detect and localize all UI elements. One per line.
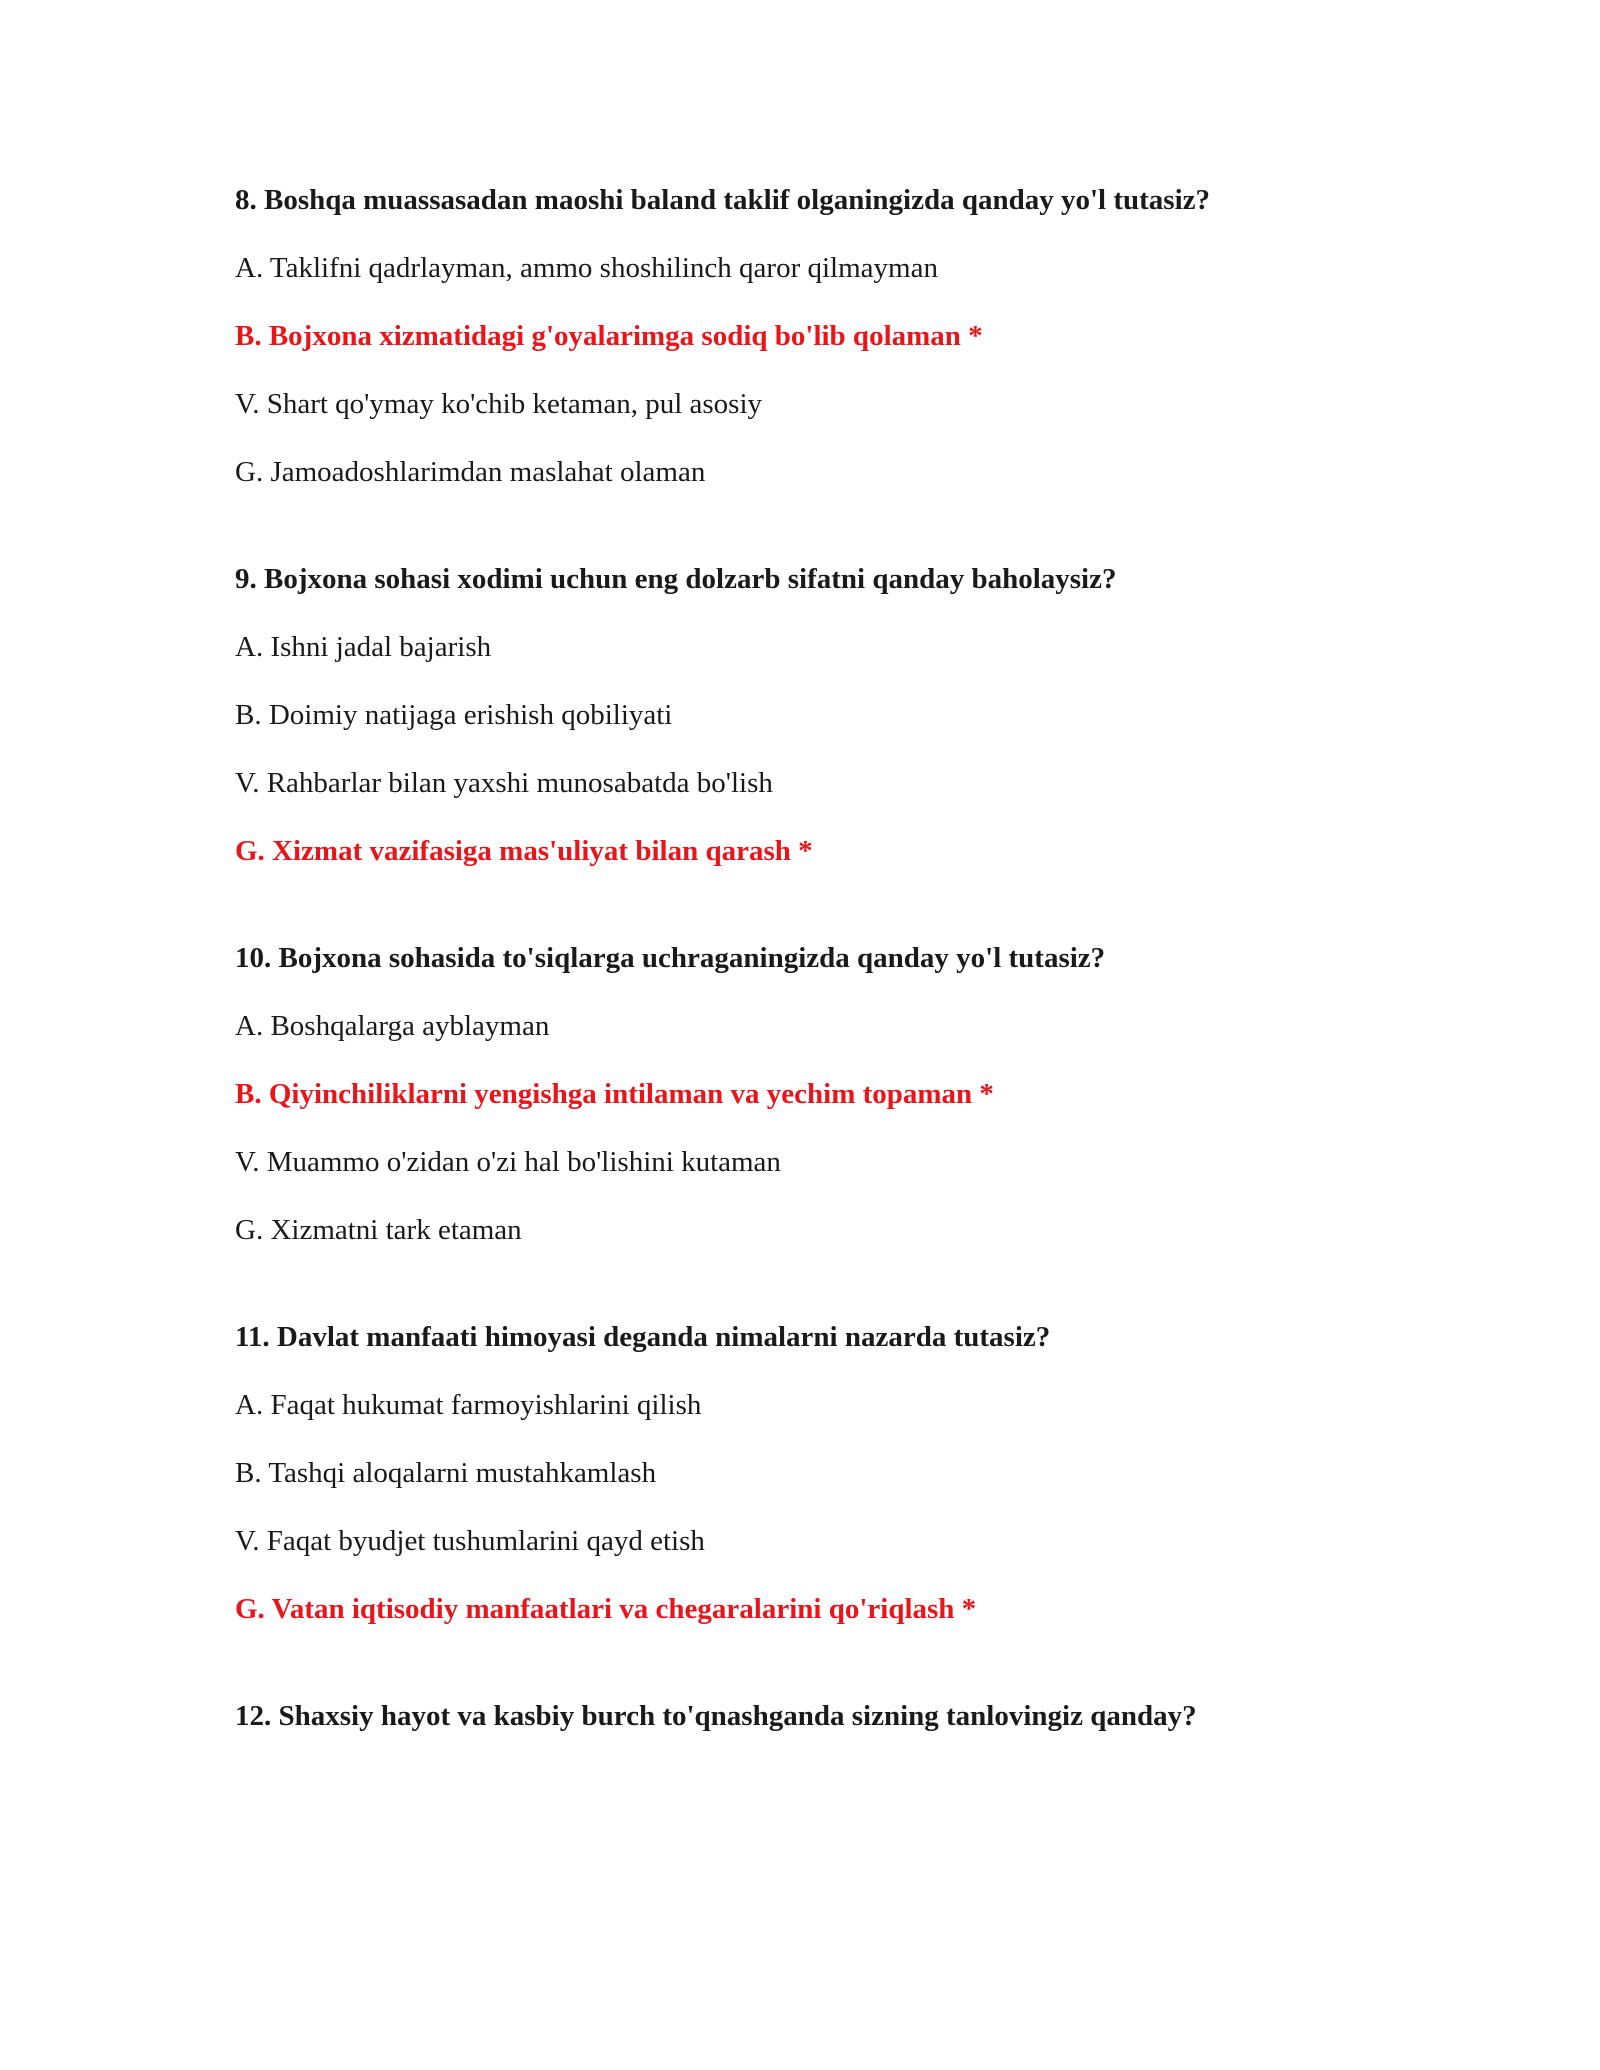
answer-option: G. Xizmatni tark etaman: [235, 1214, 522, 1246]
answer-option: A. Taklifni qadrlayman, ammo shoshilinch qaror qilmayman: [235, 252, 938, 284]
answer-option: B. Tashqi aloqalarni mustahkamlash: [235, 1457, 657, 1489]
answer-option: A. Ishni jadal bajarish: [235, 631, 492, 663]
answer-option: B. Qiyinchiliklarni yengishga intilaman va yechim topaman *: [235, 1078, 994, 1110]
answer-option: G. Jamoadoshlarimdan maslahat olaman: [235, 456, 706, 488]
question-block: [235, 1317, 1435, 1629]
answer-option: V. Rahbarlar bilan yaxshi munosabatda bo'lish: [235, 767, 773, 799]
answer-option: V. Shart qo'ymay ko'chib ketaman, pul asosiy: [235, 388, 763, 420]
question-title: 8. Boshqa muassasadan maoshi baland taklif olganingizda qanday yo'l tutasiz?: [235, 184, 1210, 216]
question-block: [235, 559, 1435, 871]
question-block: [235, 938, 1435, 1250]
answer-option: G. Xizmat vazifasiga mas'uliyat bilan qarash *: [235, 835, 813, 867]
question-title: 12. Shaxsiy hayot va kasbiy burch to'qnashganda sizning tanlovingiz qanday?: [235, 1700, 1197, 1732]
question-block: [235, 1696, 1435, 1736]
answer-option: A. Boshqalarga ayblayman: [235, 1010, 550, 1042]
answer-option: B. Doimiy natijaga erishish qobiliyati: [235, 699, 673, 731]
question-title: 10. Bojxona sohasida to'siqlarga uchraganingizda qanday yo'l tutasiz?: [235, 942, 1106, 974]
answer-option: V. Muammo o'zidan o'zi hal bo'lishini kutaman: [235, 1146, 781, 1178]
question-list: [235, 180, 1435, 1803]
question-block: [235, 180, 1435, 492]
answer-option: G. Vatan iqtisodiy manfaatlari va chegaralarini qo'riqlash *: [235, 1593, 977, 1625]
answer-option: A. Faqat hukumat farmoyishlarini qilish: [235, 1389, 702, 1421]
question-title: 9. Bojxona sohasi xodimi uchun eng dolzarb sifatni qanday baholaysiz?: [235, 563, 1117, 595]
question-title: 11. Davlat manfaati himoyasi deganda nimalarni nazarda tutasiz?: [235, 1321, 1051, 1353]
answer-option: B. Bojxona xizmatidagi g'oyalarimga sodiq bo'lib qolaman *: [235, 320, 983, 352]
answer-option: V. Faqat byudjet tushumlarini qayd etish: [235, 1525, 705, 1557]
